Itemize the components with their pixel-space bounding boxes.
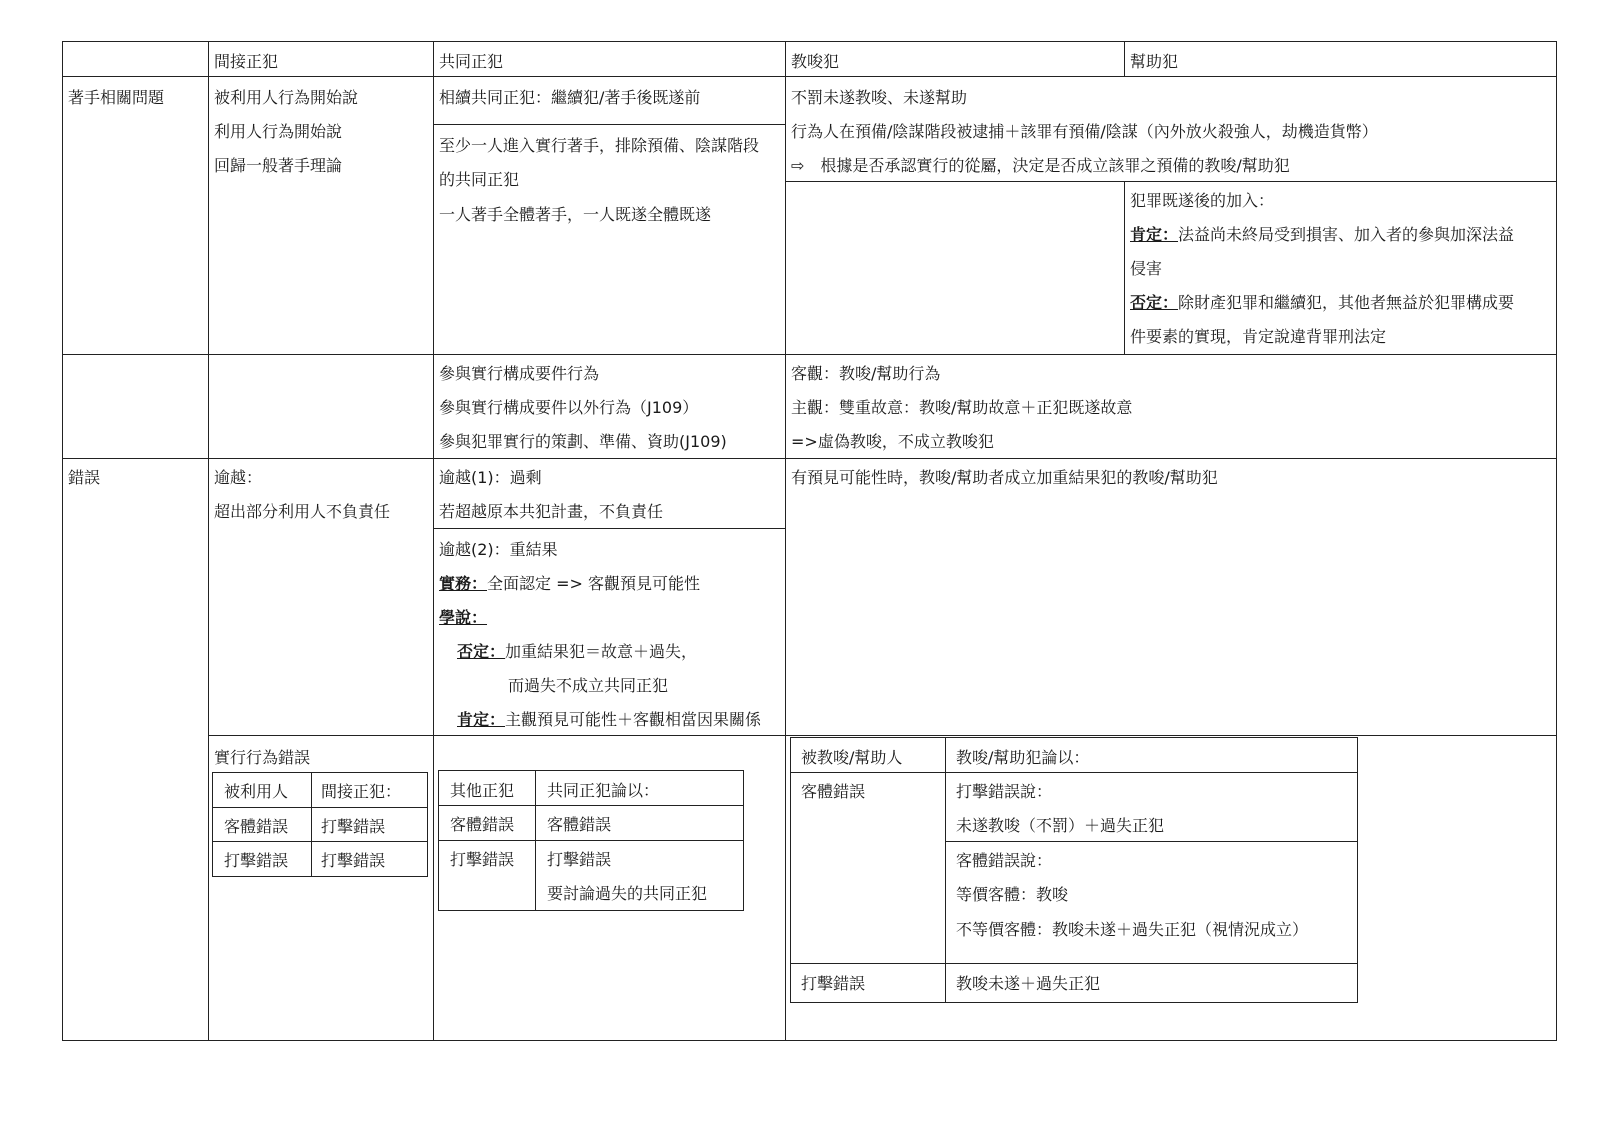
row4-indirect-title: 實行行為錯誤 [214, 748, 311, 767]
row1-label: 著手相關問題 [68, 88, 165, 107]
table-border-left [62, 41, 63, 1041]
joint-table-cell: 打擊錯誤 [547, 850, 612, 869]
table-border-bottom [62, 1040, 1557, 1041]
row3-joint-line: 若超越原本共犯計畫，不負責任 [439, 502, 664, 521]
indirect-table-col [311, 772, 312, 876]
indirect-table-cell: 打擊錯誤 [224, 851, 289, 870]
inst-table-row [790, 772, 1357, 773]
row2-instigation-line: 主觀：雙重故意：教唆/幫助故意＋正犯既遂故意 [791, 398, 1133, 417]
row3-joint-line: 逾越(1)：過剩 [439, 468, 542, 487]
row3-joint-negative [457, 642, 697, 662]
row3-joint-positive [457, 710, 761, 730]
row1-indirect-line: 利用人行為開始說 [214, 122, 343, 141]
row1-divider [62, 354, 1557, 355]
joint-table-cell: 共同正犯論以： [547, 781, 660, 800]
joint-table-cell: 要討論過失的共同正犯 [547, 884, 708, 903]
row1-instigation-line: 行為人在預備/陰謀階段被逮捕＋該罪有預備/陰謀（內外放火殺強人，劫機造貨幣） [791, 122, 1378, 141]
row2-joint-line: 參與實行構成要件行為 [439, 364, 600, 383]
joint-table-cell: 其他正犯 [450, 781, 515, 800]
row3-joint-negative-cont: 而過失不成立共同正犯 [508, 676, 669, 695]
inst-table-cell: 客體錯誤 [801, 782, 866, 801]
row1-instigation-line: ⇨ 根據是否承認實行的從屬，決定是否成立該罪之預備的教唆/幫助犯 [791, 156, 1290, 175]
col-line-2 [433, 41, 434, 1041]
row3-divider [208, 735, 1557, 736]
row3-joint-theory [439, 608, 487, 628]
row3-label: 錯誤 [68, 468, 101, 487]
aid-no-label: 否定： [1130, 293, 1179, 312]
joint-table-cell: 客體錯誤 [547, 815, 612, 834]
header-col-indirect: 間接正犯 [214, 52, 279, 71]
inst-table-cell: 不等價客體：教唆未遂＋過失正犯（視情況成立） [956, 920, 1309, 939]
col-line-1 [208, 41, 209, 1041]
header-col-joint: 共同正犯 [439, 52, 504, 71]
theory-label: 學說： [439, 608, 488, 627]
joint-row1-split [433, 124, 785, 125]
joint-table-row [438, 805, 743, 806]
negative-label: 否定： [457, 642, 506, 661]
positive-text: 主觀預見可能性＋客觀相當因果關係 [505, 710, 762, 729]
joint-table-row [438, 840, 743, 841]
inst-table-cell: 未遂教唆（不罰）＋過失正犯 [956, 816, 1165, 835]
practice-text: 全面認定 => 客觀預見可能性 [487, 574, 701, 593]
indirect-table-row [212, 841, 427, 842]
row1-aid-no-cont: 件要素的實現，肯定說違背罪刑法定 [1130, 327, 1387, 346]
header-divider [62, 76, 1557, 77]
row3-joint-excess2: 逾越(2)：重結果 [439, 540, 558, 559]
header-col-instigation: 教唆犯 [791, 52, 840, 71]
indirect-table-row [212, 807, 427, 808]
positive-label: 肯定： [457, 710, 506, 729]
inst-table-head: 教唆/幫助犯論以： [956, 748, 1090, 767]
col-line-4-lower [1124, 181, 1125, 355]
inst-table-row [945, 841, 1357, 842]
indirect-table-cell: 打擊錯誤 [321, 817, 386, 836]
row1-joint-line: 至少一人進入實行著手，排除預備、陰謀階段 [439, 136, 760, 155]
row1-indirect-line: 被利用人行為開始說 [214, 88, 359, 107]
row3-instigation: 有預見可能性時，教唆/幫助者成立加重結果犯的教唆/幫助犯 [791, 468, 1218, 487]
col-line-4 [1124, 41, 1125, 77]
row1-indirect-line: 回歸一般著手理論 [214, 156, 343, 175]
row1-joint-line: 的共同正犯 [439, 170, 520, 189]
negative-text: 加重結果犯＝故意＋過失， [505, 642, 698, 661]
col-line-3 [785, 41, 786, 1041]
row2-instigation-line: =>虛偽教唆，不成立教唆犯 [791, 432, 994, 451]
inst-table-cell: 客體錯誤說： [956, 851, 1053, 870]
aid-yes-text: 法益尚未終局受到損害、加入者的參與加深法益 [1178, 225, 1515, 244]
header-col-aid: 幫助犯 [1130, 52, 1179, 71]
row2-joint-line: 參與實行構成要件以外行為（J109） [439, 398, 699, 417]
row1-aid-yes-cont: 侵害 [1130, 259, 1163, 278]
table-border-right [1556, 41, 1557, 1041]
row1-aid-yes [1130, 225, 1514, 245]
indirect-table-cell: 被利用人 [224, 782, 289, 801]
inst-row1-split [785, 181, 1557, 182]
joint-row3-split [433, 528, 785, 529]
joint-table-cell: 打擊錯誤 [450, 850, 515, 869]
inst-table-cell: 等價客體：教唆 [956, 885, 1069, 904]
table-border-top [62, 41, 1557, 42]
row3-indirect-line: 逾越： [214, 468, 263, 487]
aid-no-text: 除財產犯罪和繼續犯，其他者無益於犯罪構成要 [1178, 293, 1515, 312]
joint-table-cell: 客體錯誤 [450, 815, 515, 834]
row2-joint-line: 參與犯罪實行的策劃、準備、資助(J109) [439, 432, 727, 451]
inst-table-cell: 教唆未遂＋過失正犯 [956, 974, 1101, 993]
row1-instigation-line: 不罰未遂教唆、未遂幫助 [791, 88, 968, 107]
inst-table-head: 被教唆/幫助人 [801, 748, 903, 767]
row1-aid-title: 犯罪既遂後的加入： [1130, 191, 1275, 210]
inst-table-row [790, 963, 1357, 964]
row2-divider [62, 458, 1557, 459]
aid-yes-label: 肯定： [1130, 225, 1179, 244]
inst-table-cell: 打擊錯誤說： [956, 782, 1053, 801]
indirect-table-cell: 間接正犯： [321, 782, 402, 801]
row1-joint-line: 一人著手全體著手，一人既遂全體既遂 [439, 205, 712, 224]
row3-indirect-line: 超出部分利用人不負責任 [214, 502, 391, 521]
practice-label: 實務： [439, 574, 488, 593]
indirect-table-cell: 打擊錯誤 [321, 851, 386, 870]
row2-instigation-line: 客觀：教唆/幫助行為 [791, 364, 941, 383]
row1-joint-top: 相續共同正犯：繼續犯/著手後既遂前 [439, 88, 701, 107]
inst-table-cell: 打擊錯誤 [801, 974, 866, 993]
row3-joint-practice [439, 574, 700, 594]
row1-aid-no [1130, 293, 1514, 313]
indirect-table-cell: 客體錯誤 [224, 817, 289, 836]
